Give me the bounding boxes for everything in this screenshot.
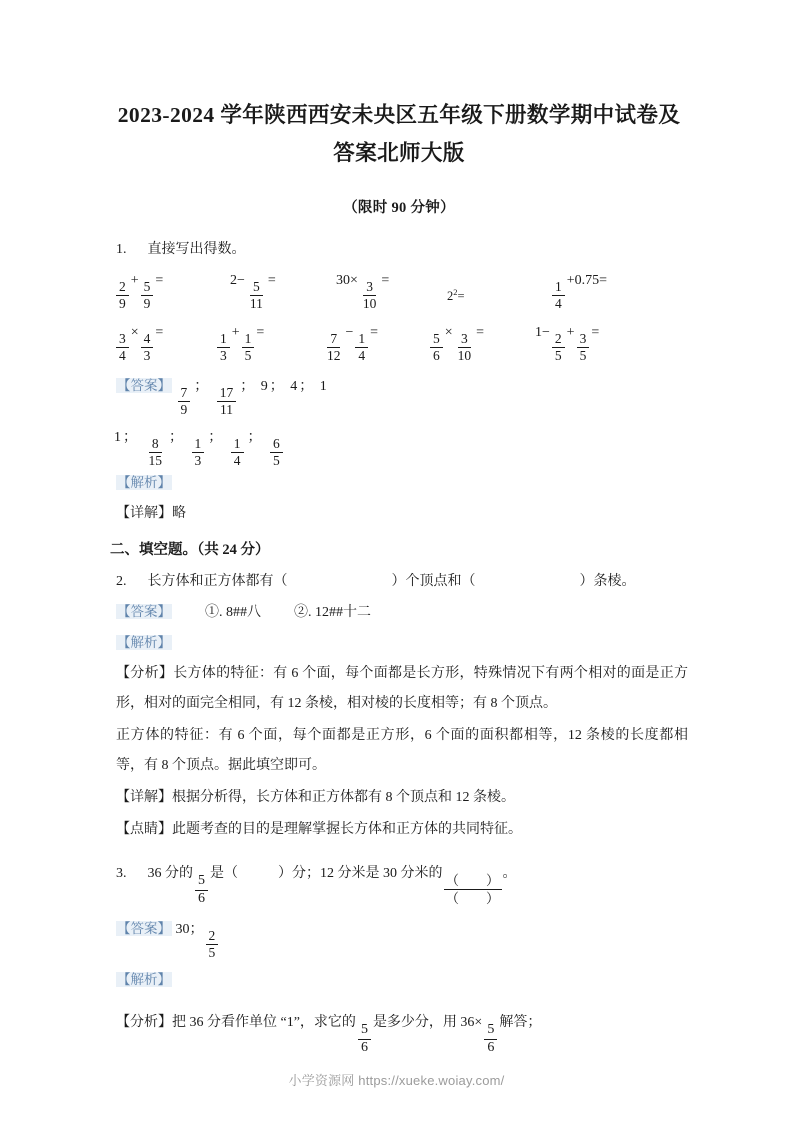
question-3-text-a: 36 分的 [147, 866, 193, 882]
calc-expression-1: $\frac{2}{9}$ + $\frac{5}{9}$ = [114, 273, 163, 312]
question-2-text-a: 长方体和正方体都有（ [147, 574, 288, 590]
fenxi-text-c: 解答； [499, 1014, 542, 1030]
fraction [195, 874, 208, 907]
footer-watermark: 小学资源网 https://xueke.woiay.com/ [288, 1073, 505, 1088]
question-2-answer-1: ①. 8##八 [205, 605, 261, 621]
question-3-text-b: 是（ [210, 866, 238, 882]
question-2-text-c: ）条棱。 [579, 574, 636, 590]
fraction: $\frac{5}{6}$ [430, 332, 443, 364]
jiexi-tag: 【解析】 [117, 971, 171, 987]
question-1-answer-line-2: 1 ； $\frac{8}{15}$ ； $\frac{1}{3}$ ； $\frac{1}{4}$ ； $\frac{6}{5}$ [110, 418, 688, 469]
calc-expression-5: $\frac{1}{4}$ +0.75= [550, 273, 607, 312]
calc-expression-3: 30× $\frac{3}{10}$ = [336, 273, 390, 312]
calc-expression-4: $2^2=$ [447, 287, 465, 304]
question-2-answer-row [110, 597, 688, 628]
calc-expression-10: 1− $\frac{2}{5}$ + $\frac{3}{5}$ = [535, 325, 600, 364]
fraction: $\frac{5}{9}$ [141, 280, 154, 312]
fraction: $\frac{7}{12}$ [327, 331, 341, 364]
fraction: $\frac{1}{3}$ [217, 332, 230, 364]
question-3-answer-row [110, 907, 688, 961]
answer-tag: 【答案】 [117, 378, 171, 393]
question-1-calc-row-1 [110, 265, 688, 317]
question-3-jiexi-row [110, 961, 688, 1000]
fraction: $\frac{5}{6}$ [358, 1023, 371, 1056]
exam-time-limit: （限时 90 分钟） [343, 200, 455, 216]
question-2-answer-2: ②. 12##十二 [294, 605, 371, 621]
xiangjie-text: 略 [172, 506, 186, 522]
fraction: $\frac{2}{9}$ [116, 280, 129, 312]
fraction: $\frac{6}{5}$ [270, 437, 283, 469]
answer-value: 1 [319, 379, 327, 394]
question-2-fenxi-paragraph-2: 正方体的特征：有 6 个面，每个面都是正方形，6 个面的面积都相等，12 条棱的长度都相等，有 8 个顶点。据此填空即可。 [116, 728, 688, 774]
fraction: $\frac{1}{5}$ [242, 332, 255, 364]
question-1-stem [110, 235, 688, 265]
question-1-xiangjie-row [110, 499, 688, 529]
question-1-text: 直接写出得数。 [147, 242, 246, 257]
blank-fraction[interactable]: （ ） （ ） [445, 873, 500, 907]
fraction: $\frac{5}{6}$ [484, 1023, 497, 1056]
question-2-xiangjie-paragraph [110, 783, 688, 813]
fraction-numerator: 2 [206, 929, 219, 945]
question-2-fenxi-paragraph-1 [110, 659, 688, 719]
page-title [110, 96, 688, 172]
question-2-text-b: ）个顶点和（ [391, 574, 476, 590]
fraction: $\frac{1}{4}$ [231, 437, 244, 469]
fenxi-text-a: 把 36 分看作单位 “1”，求它的 [172, 1014, 356, 1030]
fraction: $\frac{17}{11}$ [217, 386, 237, 418]
fraction: $\frac{7}{9}$ [178, 386, 191, 418]
fraction: $\frac{3}{4}$ [116, 332, 129, 364]
xiangjie-text: 根据分析得，长方体和正方体都有 8 个顶点和 12 条棱。 [172, 790, 515, 806]
fenxi-tag: 【分析】 [116, 1014, 172, 1030]
calc-expression-6: $\frac{3}{4}$ × $\frac{4}{3}$ = [114, 325, 163, 364]
page-title-line-1: 2023-2024 学年陕西西安未央区五年级下册数学期中试卷及 [117, 103, 681, 127]
fraction-denominator: 5 [208, 945, 216, 961]
jiexi-tag: 【解析】 [117, 635, 171, 651]
question-3-number: 3. [116, 866, 127, 882]
fraction: $\frac{1}{3}$ [192, 437, 205, 469]
calc-expression-2: 2− $\frac{5}{11}$ = [230, 273, 276, 312]
fenxi-text-b: 是多少分，用 36× [372, 1014, 483, 1030]
fraction [206, 929, 219, 961]
fraction-denominator: 6 [198, 891, 205, 907]
question-3-text-c: ）分；12 分米是 30 分米的 [278, 866, 443, 882]
answer-value: 4 [290, 379, 298, 394]
fraction: $\frac{3}{10}$ [457, 331, 472, 364]
question-2-stem [110, 567, 688, 597]
answer-value: 9 [260, 379, 268, 394]
dianjing-text: 此题考查的目的是理解掌握长方体和正方体的共同特征。 [172, 822, 522, 838]
calc-expression-8: $\frac{7}{12}$ − $\frac{1}{4}$ = [322, 325, 378, 364]
fenxi-tag: 【分析】 [116, 666, 174, 682]
fraction-numerator: 5 [195, 874, 208, 891]
question-2-jiexi-row [110, 628, 688, 659]
question-1-jiexi-row [110, 468, 688, 499]
fenxi-text: 长方体的特征：有 6 个面，每个面都是长方形，特殊情况下有两个相对的面是正方形，相对的面完全相同，有 12 条棱，相对棱的长度相等；有 8 个顶点。 [116, 666, 689, 712]
calc-expression-9: $\frac{5}{6}$ × $\frac{3}{10}$ = [428, 325, 484, 364]
fraction: $\frac{1}{4}$ [552, 280, 565, 312]
question-2-number: 2. [116, 574, 127, 590]
question-3-answer-integer: 30； [175, 922, 204, 938]
answer-tag: 【答案】 [117, 604, 171, 620]
question-2-dianjing-paragraph [110, 815, 688, 845]
question-1-answer-line-1: 【答案】 $\frac{7}{9}$ ； $\frac{17}{11}$ ； 9 ； 4 ； 1 [117, 378, 327, 418]
xiangjie-tag: 【详解】 [116, 790, 172, 806]
question-3-fenxi-paragraph [110, 1000, 688, 1056]
section-2-heading: 二、填空题。（共 24 分） [110, 542, 270, 559]
question-3-stem [110, 847, 688, 907]
fraction: $\frac{5}{11}$ [249, 279, 263, 312]
document-content [110, 96, 688, 1056]
xiangjie-tag: 【详解】 [116, 506, 172, 522]
question-1-number: 1. [116, 242, 127, 257]
question-3-text-d: 。 [502, 866, 517, 882]
answer-tag: 【答案】 [117, 921, 171, 937]
calc-expression-7: $\frac{1}{3}$ + $\frac{1}{5}$ = [215, 325, 264, 364]
fraction: $\frac{3}{10}$ [362, 279, 377, 312]
fraction: $\frac{4}{3}$ [141, 332, 154, 364]
fraction: $\frac{2}{5}$ [552, 332, 565, 364]
answer-value: 1 [114, 429, 121, 445]
fraction: $\frac{1}{4}$ [355, 332, 368, 364]
question-1-calc-row-2 [110, 317, 688, 369]
fraction: $\frac{3}{5}$ [577, 332, 590, 364]
jiexi-tag: 【解析】 [117, 475, 171, 491]
page-title-line-2: 答案北师大版 [333, 141, 465, 165]
fraction: $\frac{8}{15}$ [148, 435, 162, 468]
dianjing-tag: 【点睛】 [116, 822, 172, 838]
